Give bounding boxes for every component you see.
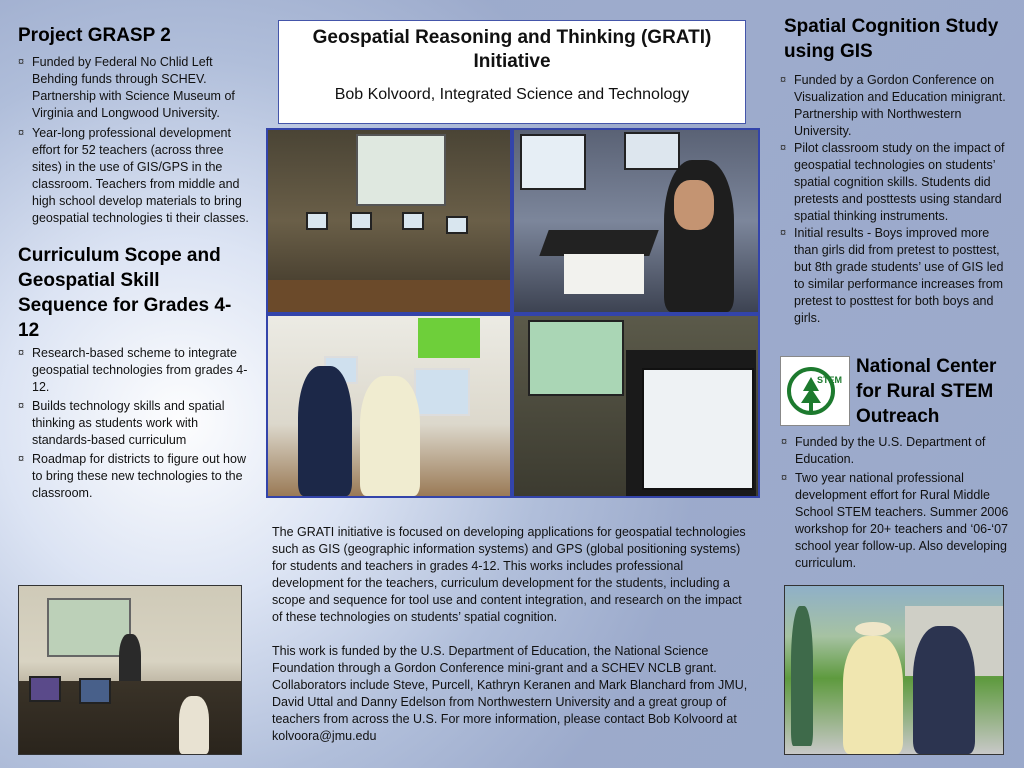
- description-text: [272, 524, 754, 745]
- list-item: ¤ Research-based scheme to integrate geospatial technologies from grades 4-12.: [18, 346, 248, 394]
- bullet-icon: ¤: [18, 400, 25, 412]
- stem-logo: [780, 356, 850, 426]
- bullet-icon: ¤: [18, 56, 25, 68]
- list-item: ¤ Initial results - Boys improved more than girls did from pretest to posttest, but 8th grade students’ use of GIS led to similar performance increases from pretest to posttest for both boys and girls.: [780, 226, 1004, 325]
- curriculum-title: Curriculum Scope and Geospatial Skill Sequence for Grades 4-12: [18, 245, 232, 341]
- bullet-icon: ¤: [780, 74, 787, 86]
- students-with-imac-photo: [268, 316, 510, 496]
- computer-lab-photo: [268, 130, 510, 312]
- bullet-icon: ¤: [18, 453, 25, 465]
- classroom-teacher-photo: [18, 585, 242, 755]
- list-item: ¤ Funded by Federal No Chlid Left Behding funds through SCHEV. Partnership with Science Museum of Virginia and Longwood University.: [18, 55, 235, 120]
- bullet-icon: ¤: [18, 127, 25, 139]
- list-item: ¤ Funded by the U.S. Department of Education.: [781, 435, 986, 466]
- right-column: [780, 14, 1012, 327]
- list-item: ¤ Roadmap for districts to figure out how to bring these new technologies to the classroom.: [18, 452, 246, 500]
- author-line: Bob Kolvoord, Integrated Science and Technology: [334, 86, 690, 103]
- list-item: ¤ Two year national professional development effort for Rural Middle School STEM teachers. Summer 2006 workshop for 20+ teachers and ‘06-‘07 school year follow-up. Also developing curriculum.: [781, 471, 1009, 570]
- gis-monitor-photo: [514, 316, 758, 496]
- bullet-icon: ¤: [780, 227, 787, 239]
- list-item: ¤ Year-long professional development effort for 52 teachers (across three sites) in the use of GIS/GPS in the classroom. Teachers from middle and high school develop materials to bring geospatial technologies ti their classes.: [18, 126, 249, 225]
- grasp-list: [18, 54, 250, 227]
- ncrso-title: National Center for Rural STEM Outreach: [856, 356, 997, 427]
- outdoor-group-photo: [784, 585, 1004, 755]
- spatial-list: [780, 72, 1012, 327]
- bullet-icon: ¤: [780, 142, 787, 154]
- spatial-title: Spatial Cognition Study using GIS: [784, 16, 999, 62]
- ncrso-list-wrap: [781, 434, 1013, 572]
- curriculum-list: [18, 345, 250, 502]
- photo-grid: [266, 128, 760, 498]
- list-item: ¤ Builds technology skills and spatial thinking as students work with standards-based curriculum: [18, 399, 225, 447]
- logo-text: STEM: [817, 375, 843, 385]
- poster-title: Geospatial Reasoning and Thinking (GRATI) Initiative: [312, 27, 712, 72]
- student-at-computer-photo: [514, 130, 758, 312]
- grasp-title: Project GRASP 2: [18, 25, 171, 46]
- ncrso-section: [856, 354, 1016, 429]
- ncrso-list: [781, 434, 1013, 572]
- bullet-icon: ¤: [781, 472, 788, 484]
- list-item: ¤ Funded by a Gordon Conference on Visualization and Education minigrant. Partnership with Northwestern University.: [780, 73, 1006, 138]
- bullet-icon: ¤: [18, 347, 25, 359]
- title-box: [278, 20, 746, 124]
- funding-paragraph: This work is funded by the U.S. Department of Education, the National Science Foundation through a Gordon Conference mini-grant and a SCHEV NCLB grant. Collaborators include Steve, Purcell, Kathryn Keranen and Mark Blanchard from JMU, David Uttal and Danny Edelson from Northwestern University and a great group of teachers from across the U.S. For more information, please contact Bob Kolvoord at kolvoora@jmu.edu: [272, 644, 748, 743]
- tree-logo-icon: [781, 357, 849, 425]
- bullet-icon: ¤: [781, 436, 788, 448]
- description-paragraph: The GRATI initiative is focused on developing applications for geospatial technologies such as GIS (geographic information systems) and GPS (global positioning systems) for students and teachers in grades 4-12. This works includes professional development for the teachers, curriculum development for the students, including a scope and sequence for tool use and content integration, and research on the impact of these technologies on students’ spatial cognition.: [272, 525, 746, 624]
- list-item: ¤ Pilot classroom study on the impact of geospatial technologies on students’ spatial cognition skills. Students did pretests and posttests using standard spatial thinking instruments.: [780, 141, 1005, 223]
- left-column: [18, 24, 250, 502]
